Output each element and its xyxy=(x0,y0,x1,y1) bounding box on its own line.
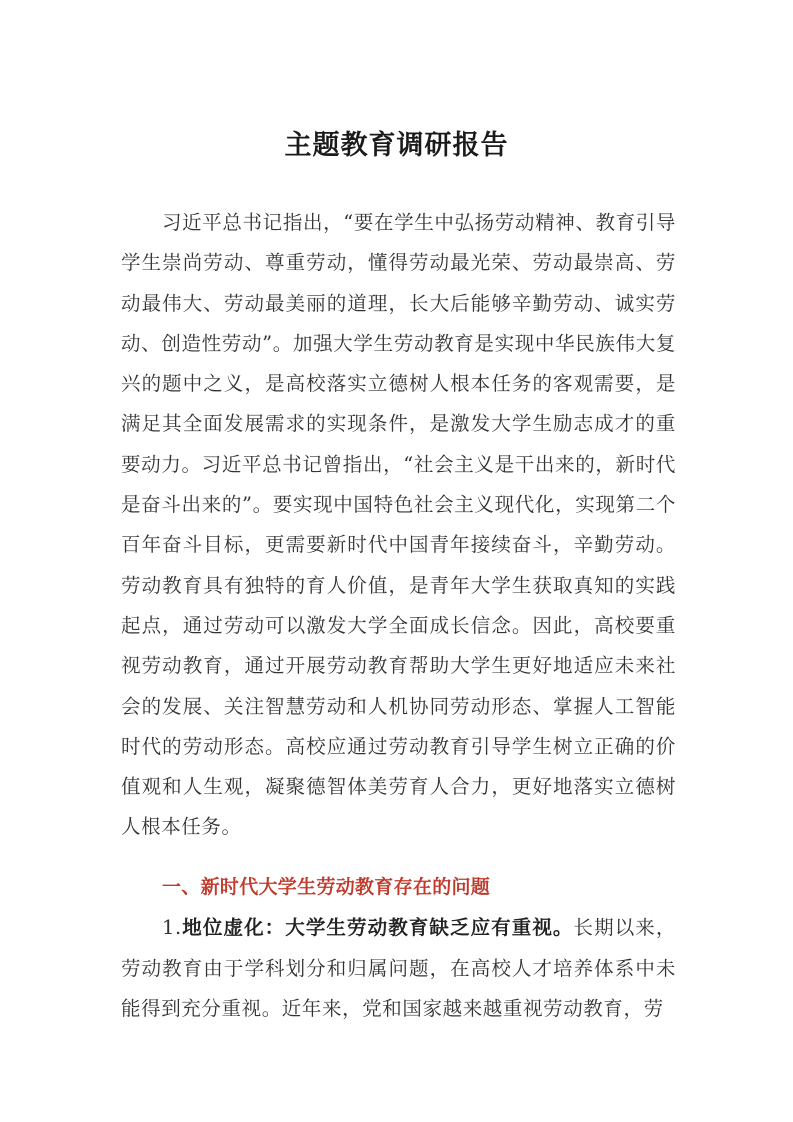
section-heading: 一、新时代大学生劳动教育存在的问题 xyxy=(162,876,491,898)
item-lead-bold: 地位虚化：大学生劳动教育缺乏应有重视。 xyxy=(181,916,574,939)
section-1-item-1-paragraph xyxy=(121,908,676,1030)
document-title: 主题教育调研报告 xyxy=(284,130,509,161)
intro-paragraph: 习近平总书记指出，“要在学生中弘扬劳动精神、教育引导学生崇尚劳动、尊重劳动，懂得劳动最光荣、劳动最崇高、劳动最伟大、劳动最美丽的道理，长大后能够辛勤劳动、诚实劳动、创造性劳动”。加强大学生劳动教育是实现中华民族伟大复兴的题中之义，是高校落实立德树人根本任务的客观需要，是满足其全面发展需求的实现条件，是激发大学生励志成才的重要动力。习近平总书记曾指出，“社会主义是干出来的，新时代是奋斗出来的”。要实现中国特色社会主义现代化，实现第二个百年奋斗目标，更需要新时代中国青年接续奋斗，辛勤劳动。劳动教育具有独特的育人价值，是青年大学生获取真知的实践起点，通过劳动可以激发大学全面成长信念。因此，高校要重视劳动教育，通过开展劳动教育帮助大学生更好地适应未来社会的发展、关注智慧劳动和人机协同劳动形态、掌握人工智能时代的劳动形态。高校应通过劳动教育引导学生树立正确的价值观和人生观，凝聚德智体美劳育人合力，更好地落实立德树人根本任务。 xyxy=(121,211,676,839)
item-number: 1. xyxy=(162,916,182,939)
item-body-text: 长期以来，劳动教育由于学科划分和归属问题，在高校人才培养体系中未能得到充分重视。近年来，党和国家越来越重视劳动教育，劳 xyxy=(121,916,676,1020)
